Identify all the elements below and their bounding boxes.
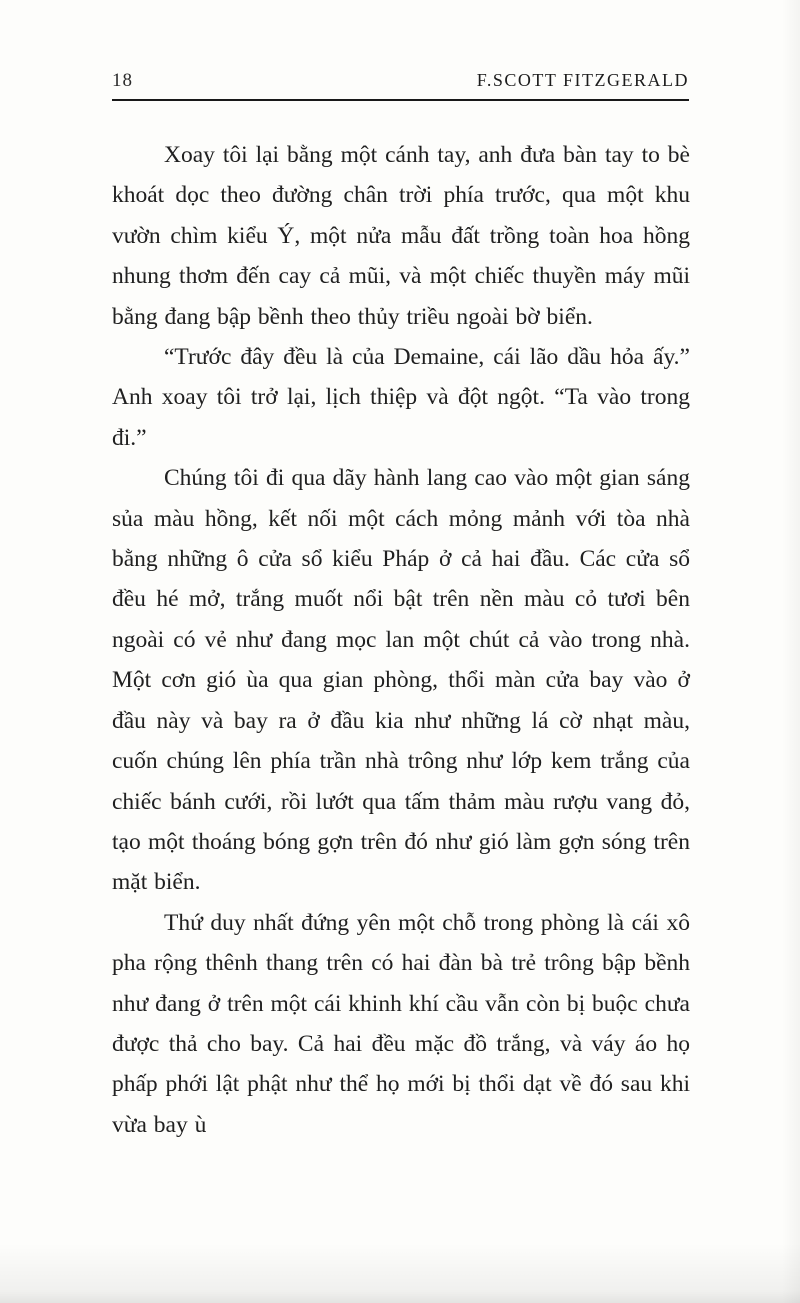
scan-shadow-right — [782, 0, 800, 1303]
scan-shadow-bottom — [0, 1243, 800, 1303]
paragraph: Chúng tôi đi qua dãy hành lang cao vào một gian sáng sủa màu hồng, kết nối một cách mỏng mảnh với tòa nhà bằng những ô cửa sổ kiểu Pháp ở cả hai đầu. Các cửa sổ đều hé mở, trắng muốt nổi bật trên nền màu cỏ tươi bên ngoài có vẻ như đang mọc lan một chút cả vào trong nhà. Một cơn gió ùa qua gian phòng, thổi màn cửa bay vào ở đầu này và bay ra ở đầu kia như những lá cờ nhạt màu, cuốn chúng lên phía trần nhà trông như lớp kem trắng của chiếc bánh cưới, rồi lướt qua tấm thảm màu rượu vang đỏ, tạo một thoáng bóng gợn trên đó như gió làm gợn sóng trên mặt biển. — [112, 465, 690, 896]
page-header — [112, 70, 689, 92]
paragraph: “Trước đây đều là của Demaine, cái lão dầu hỏa ấy.” Anh xoay tôi trở lại, lịch thiệp và đột ngột. “Ta vào trong đi.” — [112, 344, 690, 451]
running-header-author: F.SCOTT FITZGERALD — [476, 70, 689, 90]
header-rule — [112, 99, 689, 101]
page-body — [112, 135, 690, 1145]
page-number: 18 — [112, 70, 133, 91]
paragraph: Xoay tôi lại bằng một cánh tay, anh đưa bàn tay to bè khoát dọc theo đường chân trời phía trước, qua một khu vườn chìm kiểu Ý, một nửa mẫu đất trồng toàn hoa hồng nhung thơm đến cay cả mũi, và một chiếc thuyền máy mũi bằng đang bập bềnh theo thủy triều ngoài bờ biển. — [112, 142, 690, 330]
paragraph: Thứ duy nhất đứng yên một chỗ trong phòng là cái xô pha rộng thênh thang trên có hai đàn bà trẻ trông bập bềnh như đang ở trên một cái khinh khí cầu vẫn còn bị buộc chưa được thả cho bay. Cả hai đều mặc đồ trắng, và váy áo họ phấp phới lật phật như thể họ mới bị thổi dạt về đó sau khi vừa bay ù — [112, 909, 690, 1138]
